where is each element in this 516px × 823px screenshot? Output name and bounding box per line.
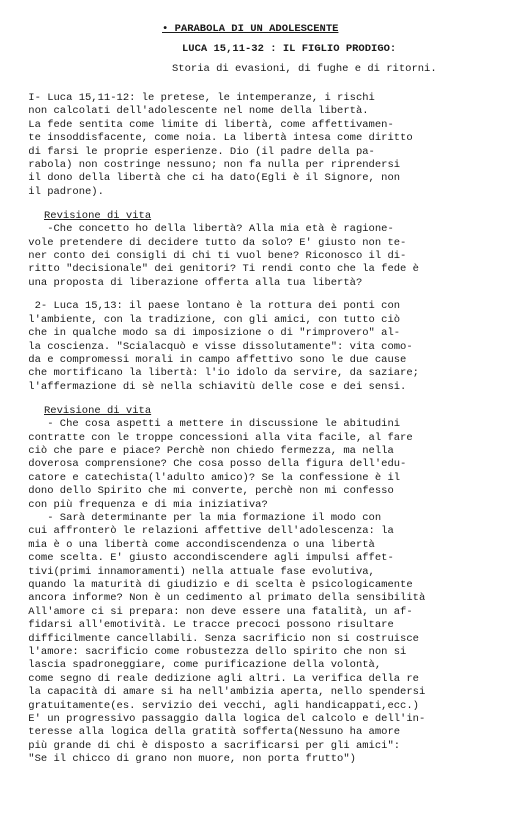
text-line: - Sarà determinante per la mia formazione il modo con (22, 511, 382, 524)
text-line: cui affronterò le relazioni affettive dell'adolescenza: la (22, 525, 394, 538)
revision-1 (22, 223, 502, 290)
text-line: lascia spadroneggiare, come purificazione della volontà, (22, 659, 382, 672)
text-line: difficilmente cancellabili. Senza sacrificio non si costruisce (22, 632, 419, 645)
text-line: 2- Luca 15,13: il paese lontano è la rottura dei ponti con (22, 300, 401, 313)
text-line: tivi(primi innamoramenti) nella attuale fase evolutiva, (22, 565, 375, 578)
text-line: il dono della libertà che ci ha dato(Egli è il Signore, non (22, 172, 401, 185)
text-line: di farsi le proprie esperienze. Dio (il padre della pa- (22, 145, 375, 158)
text-line: rabola) non costringe nessuno; non fa nulla per riprendersi (22, 159, 401, 172)
text-line: I- Luca 15,11-12: le pretese, le intemperanze, i rischi (22, 92, 375, 104)
document-subtitle-2: Storia di evasioni, di fughe e di ritorni. (172, 63, 437, 75)
text-line: non calcolati dell'adolescente nel nome della libertà. (22, 105, 369, 118)
text-line: l'ambiente, con la tradizione, con gli amici, con tutto ciò (22, 313, 401, 326)
text-line: la capacità di amare si ha nell'ambizia aperta, nello spendersi (22, 686, 426, 699)
document-title: • PARABOLA DI UN ADOLESCENTE (162, 23, 339, 35)
text-line: gratuitamente(es. servizio dei vecchi, agli handicappati,ecc.) (22, 699, 419, 712)
text-line: come scelta. E' giusto accondiscendere agli impulsi affet- (22, 552, 394, 565)
section-2 (22, 300, 502, 394)
text-line: - Che cosa aspetti a mettere in discussione le abitudini (22, 418, 401, 431)
text-line: che in qualche modo sa di imposizione o di "rimprovero" al- (22, 327, 401, 340)
text-line: con più frequenza e di mia iniziativa? (22, 498, 268, 511)
text-line: l'amore: sacrificio come robustezza dello spirito che non si (22, 646, 407, 659)
text-line: come segno di reale dedizione agli altri. La verifica della re (22, 672, 419, 685)
text-line: "Se il chicco di grano non muore, non porta frutto") (22, 753, 356, 766)
text-line: quando la maturità di giudizio e di scelta è psicologicamente (22, 579, 413, 591)
revision-heading-1: Revisione di vita (44, 210, 152, 223)
text-line: ciò che pare e piace? Perchè non chiedo fermezza, ma nella (22, 444, 394, 457)
text-line: ritto "decisionale" dei genitori? Ti rendi conto che la fede è (22, 263, 419, 276)
text-line: vole pretendere di decidere tutto da solo? E' giusto non te- (22, 236, 407, 249)
text-line: dono dello Spirito che mi converte, perchè non mi confesso (22, 485, 394, 498)
text-line: E' un progressivo passaggio dalla logica del calcolo e dell'in- (22, 713, 426, 726)
text-line: l'affermazione di sè nella schiavitù delle cose e dei sensi. (22, 380, 407, 393)
text-line: teresse alla logica della gratità sofferta(Nessuno ha amore (22, 726, 401, 739)
text-line: te insoddisfacente, come noia. La libertà intesa come diritto (22, 132, 413, 145)
text-line: da e compromessi morali in campo affettivo sono le due cause (22, 353, 407, 366)
text-line: mia è o una libertà come accondiscendenza o una libertà (22, 538, 375, 551)
revision-heading-2: Revisione di vita (44, 405, 152, 418)
text-line: contratte con le troppe concessioni alla vita facile, al fare (22, 431, 413, 444)
text-line: più grande di chi è disposto a sacrificarsi per gli amici": (22, 739, 401, 752)
text-line: fidarsi all'emotività. Le tracce precoci possono risultare (22, 619, 394, 632)
text-line: -Che concetto ho della libertà? Alla mia età è ragione- (22, 223, 394, 236)
text-line: catore e catechista(l'adulto amico)? Se la confessione è il (22, 471, 401, 484)
text-line: una proposta di liberazione offerta alla tua libertà? (22, 276, 363, 289)
text-line: la coscienza. "Scialacquò e visse dissolutamente": vita como- (22, 340, 413, 353)
text-line: il padrone). (22, 185, 104, 198)
text-line: All'amore ci si prepara: non deve essere una fatalità, un af- (22, 605, 413, 618)
text-line: ner conto dei consigli di chi ti vuol bene? Riconosco il di- (22, 250, 407, 263)
text-line: che mortificano la libertà: l'io idolo da servire, da saziare; (22, 367, 419, 380)
text-line: ancora informe? Non è un cedimento al primato della sensibilità (22, 592, 426, 605)
revision-2 (22, 418, 502, 767)
section-1 (22, 92, 502, 199)
document-subtitle: LUCA 15,11-32 : IL FIGLIO PRODIGO: (182, 43, 397, 55)
text-line: La fede sentita come limite di libertà, come affettivamen- (22, 118, 394, 131)
text-line: doverosa comprensione? Che cosa posso della figura dell'edu- (22, 458, 407, 471)
